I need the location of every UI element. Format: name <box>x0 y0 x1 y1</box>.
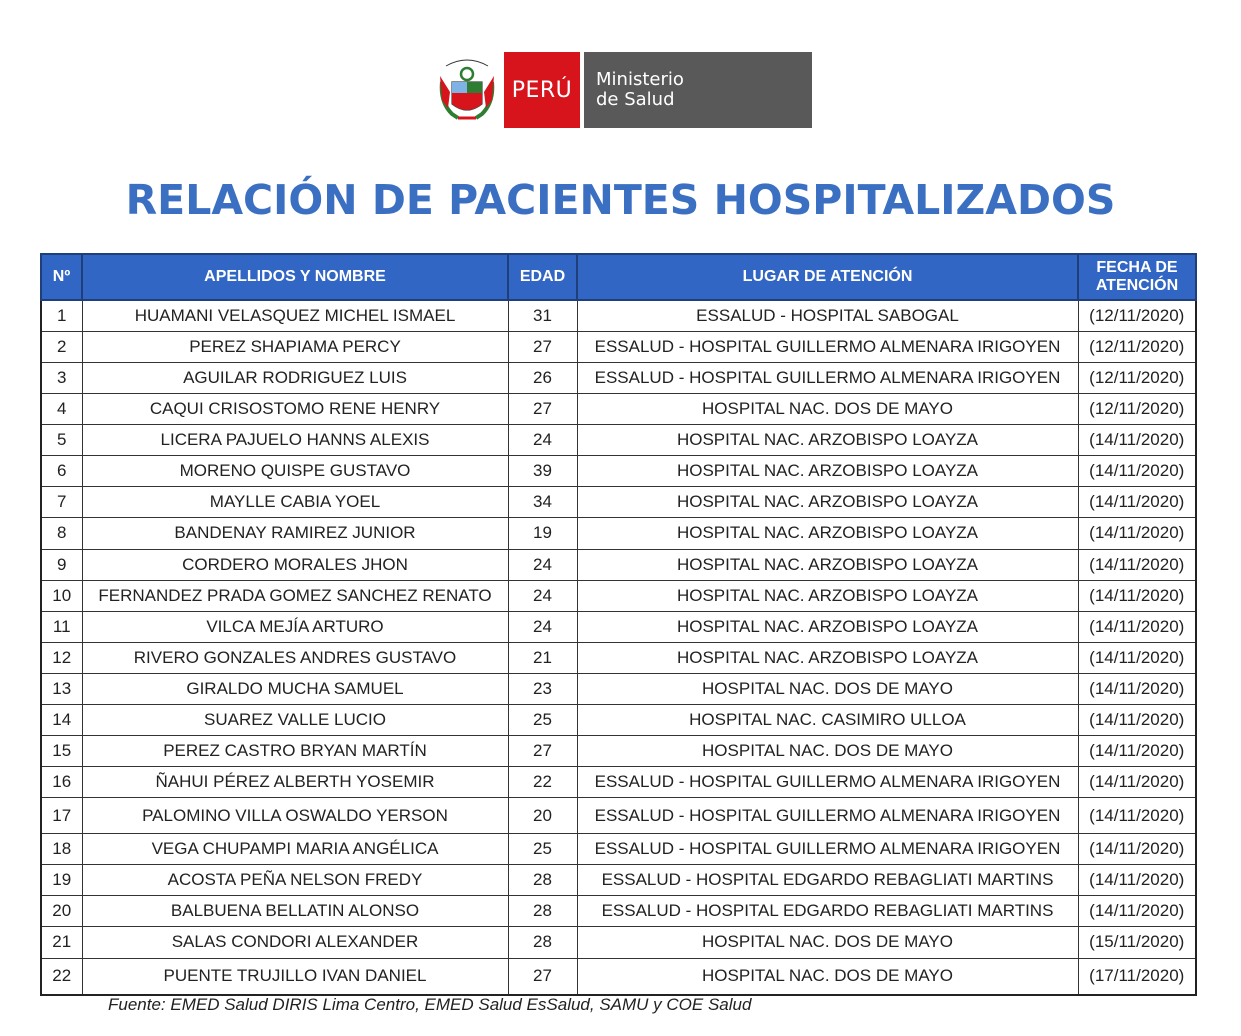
row-number: 1 <box>41 300 82 332</box>
row-number: 6 <box>41 456 82 487</box>
care-location: ESSALUD - HOSPITAL SABOGAL <box>577 300 1078 332</box>
table-row <box>41 518 1196 549</box>
care-location: HOSPITAL NAC. ARZOBISPO LOAYZA <box>577 425 1078 456</box>
care-location: ESSALUD - HOSPITAL EDGARDO REBAGLIATI MARTINS <box>577 865 1078 896</box>
patient-name: BANDENAY RAMIREZ JUNIOR <box>82 518 508 549</box>
table-row <box>41 300 1196 332</box>
patient-name: PALOMINO VILLA OSWALDO YERSON <box>82 798 508 834</box>
care-location: HOSPITAL NAC. ARZOBISPO LOAYZA <box>577 611 1078 642</box>
patient-age: 27 <box>508 394 577 425</box>
row-number: 5 <box>41 425 82 456</box>
column-header: APELLIDOS Y NOMBRE <box>82 254 508 300</box>
care-location: HOSPITAL NAC. ARZOBISPO LOAYZA <box>577 642 1078 673</box>
patient-name: MORENO QUISPE GUSTAVO <box>82 456 508 487</box>
care-location: ESSALUD - HOSPITAL GUILLERMO ALMENARA IRIGOYEN <box>577 766 1078 797</box>
row-number: 13 <box>41 673 82 704</box>
source-note: Fuente: EMED Salud DIRIS Lima Centro, EMED Salud EsSalud, SAMU y COE Salud <box>108 995 752 1014</box>
table-row <box>41 580 1196 611</box>
care-date: (14/11/2020) <box>1078 549 1196 580</box>
table-row <box>41 487 1196 518</box>
row-number: 20 <box>41 896 82 927</box>
patient-age: 21 <box>508 642 577 673</box>
row-number: 10 <box>41 580 82 611</box>
care-date: (14/11/2020) <box>1078 580 1196 611</box>
care-date: (17/11/2020) <box>1078 958 1196 995</box>
table-row <box>41 363 1196 394</box>
care-date: (14/11/2020) <box>1078 611 1196 642</box>
patient-name: PEREZ SHAPIAMA PERCY <box>82 332 508 363</box>
patient-age: 22 <box>508 766 577 797</box>
care-date: (15/11/2020) <box>1078 927 1196 958</box>
column-header: LUGAR DE ATENCIÓN <box>577 254 1078 300</box>
row-number: 2 <box>41 332 82 363</box>
care-location: HOSPITAL NAC. ARZOBISPO LOAYZA <box>577 549 1078 580</box>
patient-age: 27 <box>508 332 577 363</box>
table-row <box>41 798 1196 834</box>
care-location: HOSPITAL NAC. DOS DE MAYO <box>577 958 1078 995</box>
table-row <box>41 865 1196 896</box>
care-date: (14/11/2020) <box>1078 735 1196 766</box>
table-row <box>41 927 1196 958</box>
patient-age: 28 <box>508 865 577 896</box>
country-label: PERÚ <box>511 77 573 103</box>
care-location: ESSALUD - HOSPITAL GUILLERMO ALMENARA IRIGOYEN <box>577 363 1078 394</box>
table-row <box>41 642 1196 673</box>
care-date: (14/11/2020) <box>1078 834 1196 865</box>
care-location: HOSPITAL NAC. DOS DE MAYO <box>577 394 1078 425</box>
patient-name: VEGA CHUPAMPI MARIA ANGÉLICA <box>82 834 508 865</box>
care-location: ESSALUD - HOSPITAL EDGARDO REBAGLIATI MARTINS <box>577 896 1078 927</box>
care-location: HOSPITAL NAC. ARZOBISPO LOAYZA <box>577 580 1078 611</box>
care-location: ESSALUD - HOSPITAL GUILLERMO ALMENARA IRIGOYEN <box>577 332 1078 363</box>
row-number: 18 <box>41 834 82 865</box>
row-number: 17 <box>41 798 82 834</box>
ministry-line-2: de Salud <box>596 89 675 110</box>
table-row <box>41 735 1196 766</box>
care-date: (14/11/2020) <box>1078 425 1196 456</box>
patient-name: MAYLLE CABIA YOEL <box>82 487 508 518</box>
care-date: (12/11/2020) <box>1078 394 1196 425</box>
care-location: HOSPITAL NAC. ARZOBISPO LOAYZA <box>577 487 1078 518</box>
care-date: (12/11/2020) <box>1078 363 1196 394</box>
table-row <box>41 611 1196 642</box>
patient-age: 31 <box>508 300 577 332</box>
care-date: (14/11/2020) <box>1078 766 1196 797</box>
care-date: (14/11/2020) <box>1078 487 1196 518</box>
care-date: (14/11/2020) <box>1078 642 1196 673</box>
care-location: ESSALUD - HOSPITAL GUILLERMO ALMENARA IRIGOYEN <box>577 798 1078 834</box>
minsa-logo <box>438 52 812 128</box>
care-date: (14/11/2020) <box>1078 704 1196 735</box>
column-header: Nº <box>41 254 82 300</box>
patient-age: 34 <box>508 487 577 518</box>
patient-name: ÑAHUI PÉREZ ALBERTH YOSEMIR <box>82 766 508 797</box>
row-number: 8 <box>41 518 82 549</box>
peru-brand <box>504 52 580 128</box>
row-number: 14 <box>41 704 82 735</box>
patient-name: BALBUENA BELLATIN ALONSO <box>82 896 508 927</box>
care-location: HOSPITAL NAC. DOS DE MAYO <box>577 673 1078 704</box>
coat-of-arms-icon <box>438 52 496 128</box>
patient-name: PEREZ CASTRO BRYAN MARTÍN <box>82 735 508 766</box>
ministry-line-1: Ministerio <box>596 69 684 90</box>
row-number: 22 <box>41 958 82 995</box>
page-title: RELACIÓN DE PACIENTES HOSPITALIZADOS <box>125 176 1116 224</box>
column-header: FECHA DE ATENCIÓN <box>1078 254 1196 300</box>
patient-name: VILCA MEJÍA ARTURO <box>82 611 508 642</box>
row-number: 11 <box>41 611 82 642</box>
patient-age: 27 <box>508 958 577 995</box>
row-number: 9 <box>41 549 82 580</box>
patient-name: RIVERO GONZALES ANDRES GUSTAVO <box>82 642 508 673</box>
care-date: (14/11/2020) <box>1078 798 1196 834</box>
ministry-brand <box>584 52 812 128</box>
patient-name: CORDERO MORALES JHON <box>82 549 508 580</box>
care-date: (14/11/2020) <box>1078 456 1196 487</box>
patient-name: HUAMANI VELASQUEZ MICHEL ISMAEL <box>82 300 508 332</box>
table-row <box>41 958 1196 995</box>
table-row <box>41 673 1196 704</box>
patient-age: 27 <box>508 735 577 766</box>
table-row <box>41 766 1196 797</box>
patient-age: 20 <box>508 798 577 834</box>
row-number: 15 <box>41 735 82 766</box>
table-row <box>41 704 1196 735</box>
patient-name: FERNANDEZ PRADA GOMEZ SANCHEZ RENATO <box>82 580 508 611</box>
row-number: 16 <box>41 766 82 797</box>
table-header-row <box>41 254 1196 300</box>
patient-name: AGUILAR RODRIGUEZ LUIS <box>82 363 508 394</box>
row-number: 7 <box>41 487 82 518</box>
table-row <box>41 456 1196 487</box>
patient-name: CAQUI CRISOSTOMO RENE HENRY <box>82 394 508 425</box>
patient-age: 24 <box>508 580 577 611</box>
patient-name: SUAREZ VALLE LUCIO <box>82 704 508 735</box>
patient-age: 26 <box>508 363 577 394</box>
patient-name: SALAS CONDORI ALEXANDER <box>82 927 508 958</box>
table-row <box>41 394 1196 425</box>
care-date: (14/11/2020) <box>1078 896 1196 927</box>
patient-name: PUENTE TRUJILLO IVAN DANIEL <box>82 958 508 995</box>
patient-age: 24 <box>508 611 577 642</box>
care-date: (14/11/2020) <box>1078 865 1196 896</box>
table-row <box>41 425 1196 456</box>
patient-age: 39 <box>508 456 577 487</box>
patient-name: GIRALDO MUCHA SAMUEL <box>82 673 508 704</box>
care-date: (14/11/2020) <box>1078 673 1196 704</box>
table-row <box>41 896 1196 927</box>
care-date: (12/11/2020) <box>1078 332 1196 363</box>
patient-name: ACOSTA PEÑA NELSON FREDY <box>82 865 508 896</box>
patient-age: 19 <box>508 518 577 549</box>
patient-age: 28 <box>508 927 577 958</box>
column-header: EDAD <box>508 254 577 300</box>
table-row <box>41 332 1196 363</box>
care-date: (14/11/2020) <box>1078 518 1196 549</box>
table-row <box>41 834 1196 865</box>
care-location: HOSPITAL NAC. DOS DE MAYO <box>577 735 1078 766</box>
patients-table <box>40 253 1197 996</box>
patient-age: 28 <box>508 896 577 927</box>
care-location: HOSPITAL NAC. ARZOBISPO LOAYZA <box>577 518 1078 549</box>
patient-age: 24 <box>508 549 577 580</box>
care-date: (12/11/2020) <box>1078 300 1196 332</box>
care-location: ESSALUD - HOSPITAL GUILLERMO ALMENARA IRIGOYEN <box>577 834 1078 865</box>
row-number: 21 <box>41 927 82 958</box>
care-location: HOSPITAL NAC. DOS DE MAYO <box>577 927 1078 958</box>
row-number: 4 <box>41 394 82 425</box>
care-location: HOSPITAL NAC. CASIMIRO ULLOA <box>577 704 1078 735</box>
row-number: 3 <box>41 363 82 394</box>
table-row <box>41 549 1196 580</box>
patient-age: 25 <box>508 834 577 865</box>
patient-age: 23 <box>508 673 577 704</box>
row-number: 12 <box>41 642 82 673</box>
patient-age: 25 <box>508 704 577 735</box>
care-location: HOSPITAL NAC. ARZOBISPO LOAYZA <box>577 456 1078 487</box>
patient-name: LICERA PAJUELO HANNS ALEXIS <box>82 425 508 456</box>
patient-age: 24 <box>508 425 577 456</box>
row-number: 19 <box>41 865 82 896</box>
